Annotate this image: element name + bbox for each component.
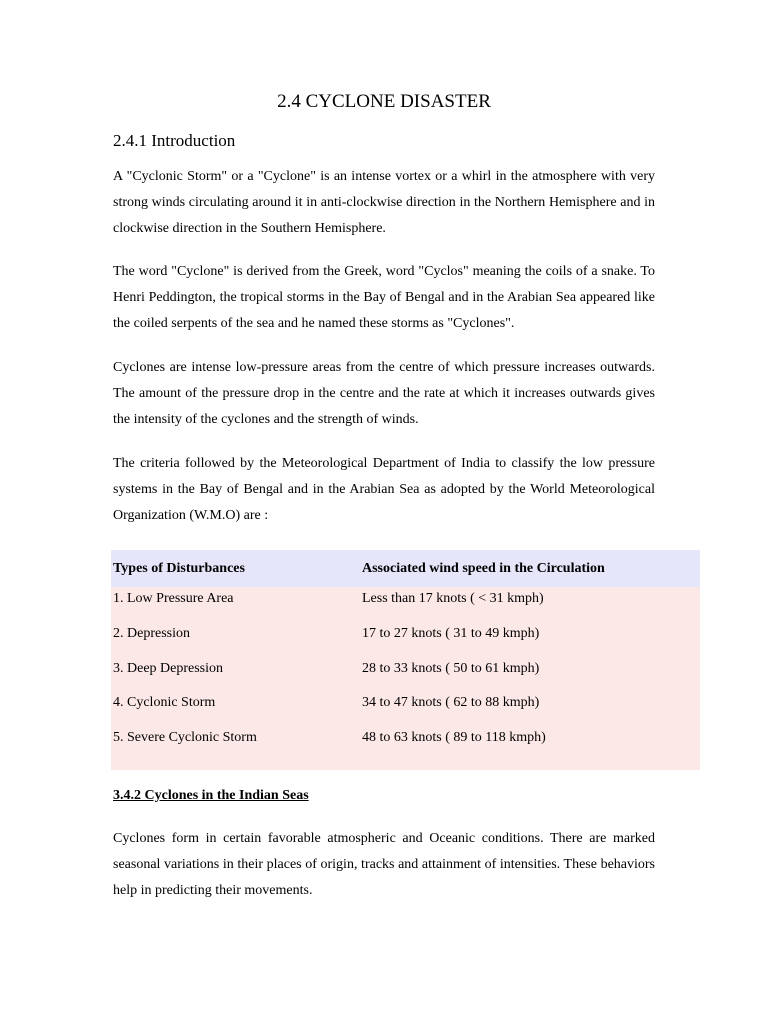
table-cell-wind-speed: 48 to 63 knots ( 89 to 118 kmph) (362, 730, 546, 745)
paragraph-cyclone-formation: Cyclones form in certain favorable atmospheric and Oceanic conditions. There are marked seasonal variations in their places of origin, tracks and attainment of intensities. These behaviors help in predicting their movements. (113, 831, 655, 898)
table-cell-wind-speed: 28 to 33 knots ( 50 to 61 kmph) (362, 661, 540, 676)
paragraph-low-pressure: Cyclones are intense low-pressure areas from the centre of which pressure increases outwards. The amount of the pressure drop in the centre and the rate at which it increases outwards gives the intensity of the cyclones and the strength of winds. (113, 360, 655, 427)
table-cell-wind-speed: 17 to 27 knots ( 31 to 49 kmph) (362, 626, 540, 641)
table-header-row (111, 550, 700, 587)
table-cell-type: 4. Cyclonic Storm (113, 695, 216, 710)
section-heading-indian-seas: 3.4.2 Cyclones in the Indian Seas (113, 788, 309, 803)
paragraph-cyclone-definition: A "Cyclonic Storm" or a "Cyclone" is an intense vortex or a whirl in the atmosphere with very strong winds circulating around it in anti-clockwise direction in the Northern Hemisphere and in clockwise direction in the Southern Hemisphere. (113, 169, 655, 236)
section-subheading: 2.4.1 Introduction (113, 131, 236, 150)
table-cell-wind-speed: 34 to 47 knots ( 62 to 88 kmph) (362, 695, 540, 710)
table-header-types: Types of Disturbances (113, 561, 245, 576)
table-cell-type: 5. Severe Cyclonic Storm (113, 730, 257, 745)
paragraph-word-origin: The word "Cyclone" is derived from the Greek, word "Cyclos" meaning the coils of a snake. To Henri Peddington, the tropical storms in the Bay of Bengal and in the Arabian Sea appeared like the coiled serpents of the sea and he named these storms as "Cyclones". (113, 264, 655, 331)
disturbance-table (111, 550, 700, 770)
page-title: 2.4 CYCLONE DISASTER (277, 91, 491, 112)
table-cell-type: 1. Low Pressure Area (113, 591, 234, 606)
table-header-wind-speed: Associated wind speed in the Circulation (362, 561, 605, 576)
table-cell-type: 2. Depression (113, 626, 190, 641)
table-cell-wind-speed: Less than 17 knots ( < 31 kmph) (362, 591, 544, 606)
paragraph-classification-criteria: The criteria followed by the Meteorological Department of India to classify the low pressure systems in the Bay of Bengal and in the Arabian Sea as adopted by the World Meteorological Organization (W.M.O) are : (113, 456, 655, 523)
table-cell-type: 3. Deep Depression (113, 661, 224, 676)
